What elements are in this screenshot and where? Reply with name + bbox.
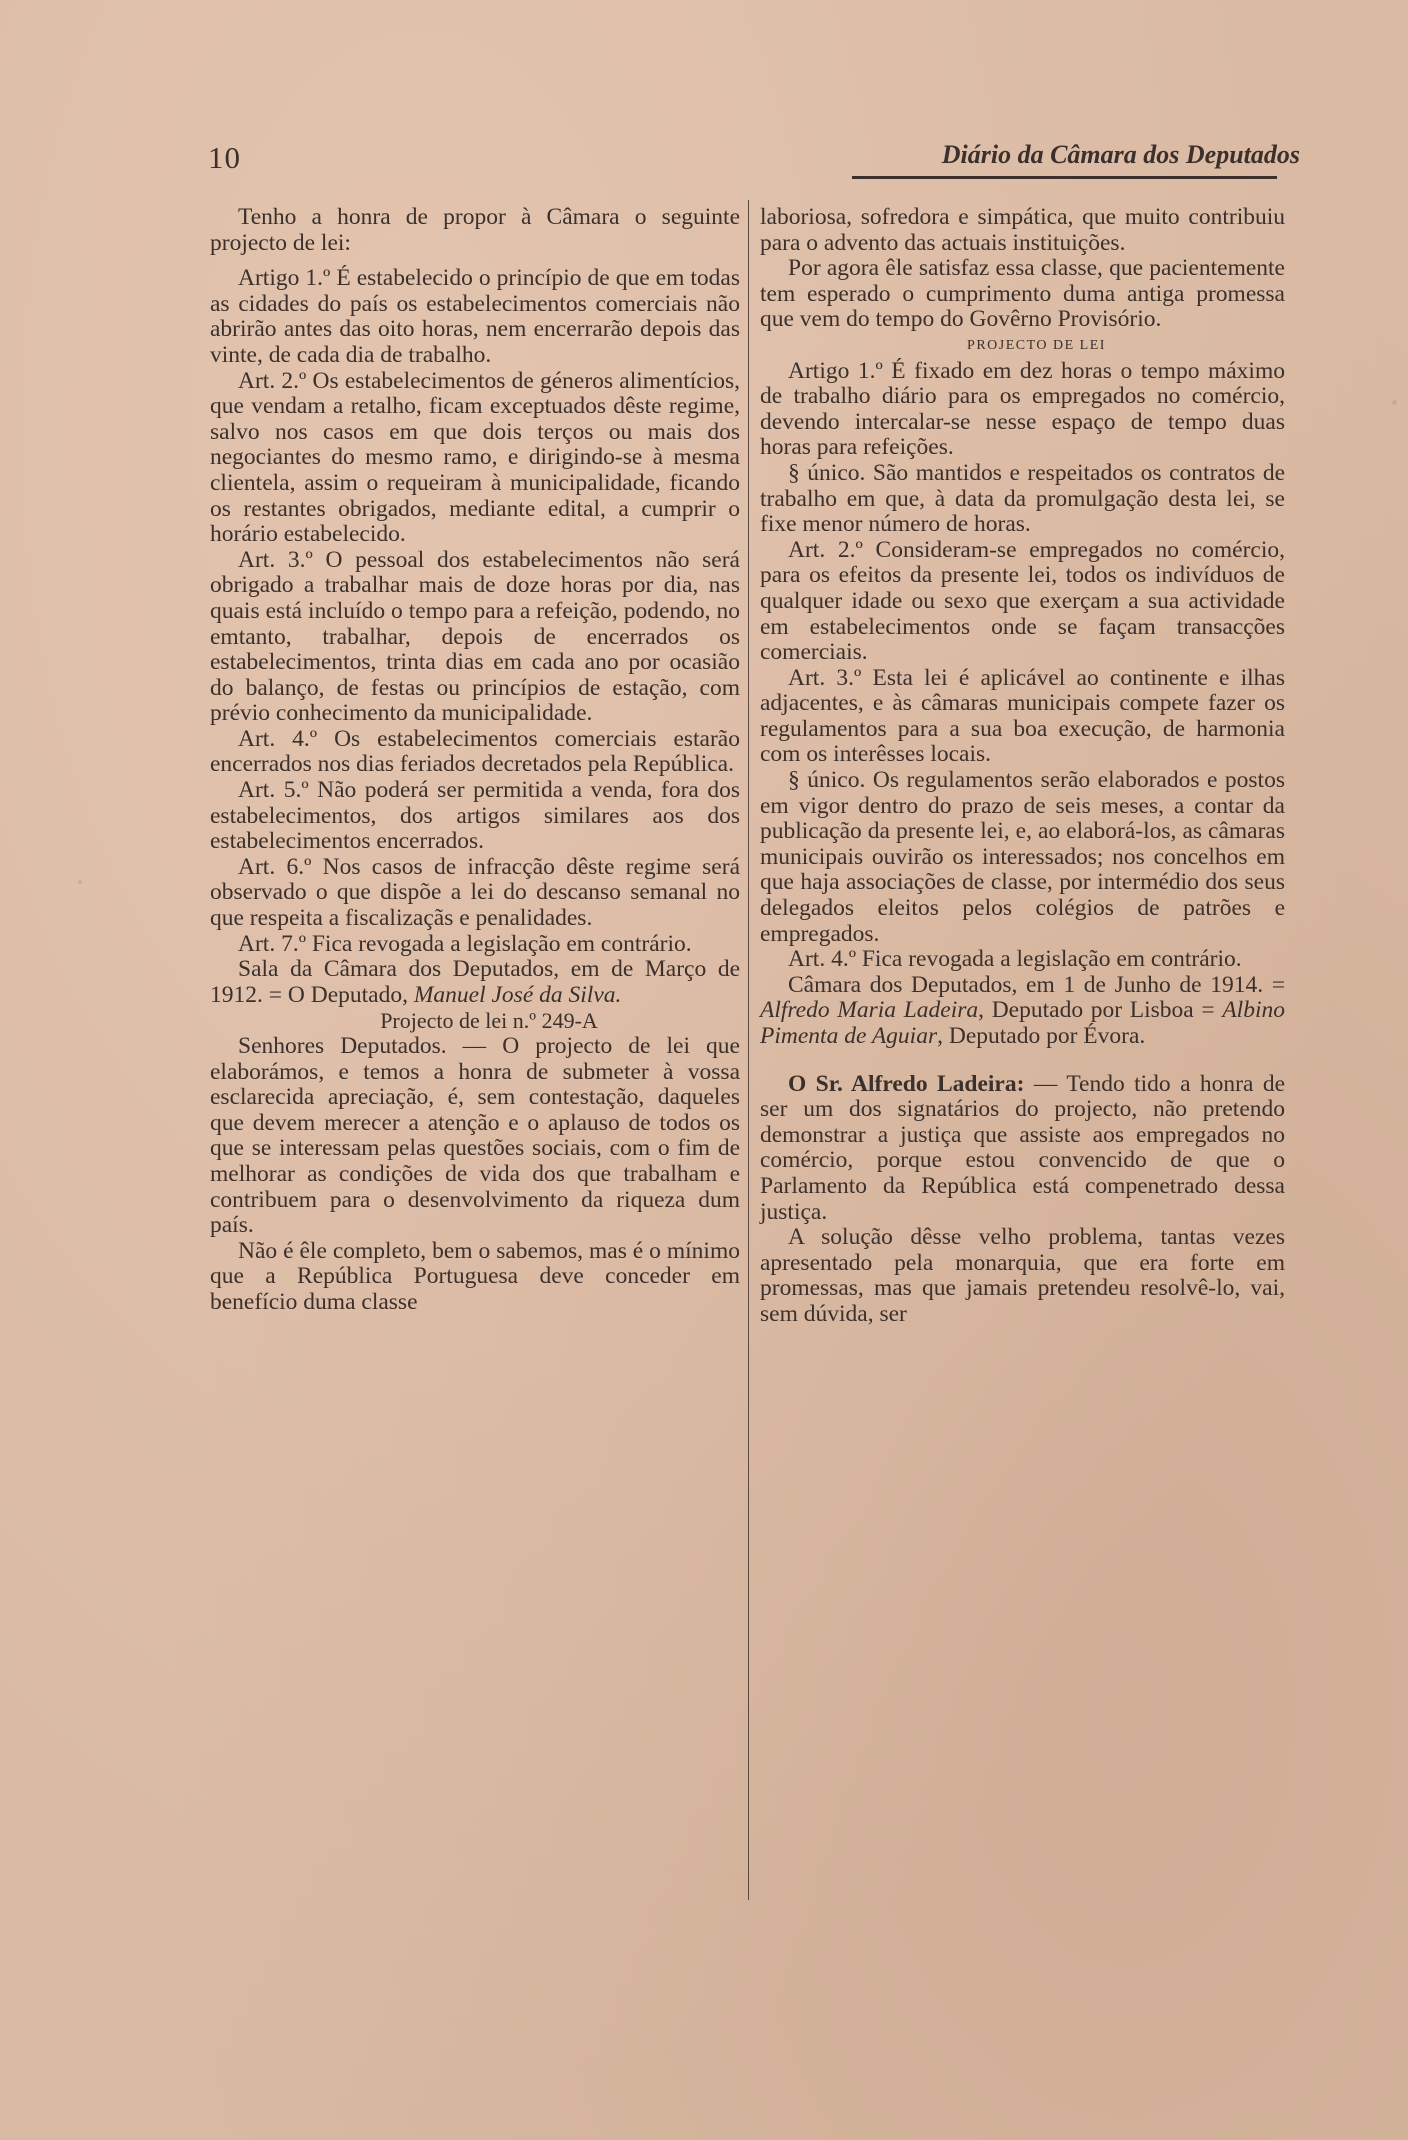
running-head: Diário da Câmara dos Deputados: [941, 140, 1300, 169]
speech-paragraph-2: A solução dêsse velho problema, tantas vezes apresentado pela monarquia, que era forte em promessas, mas que jamais pretendeu resolvê-lo, vai, sem dúvida, ser: [760, 1224, 1285, 1327]
bill-article-3: Art. 3.º Esta lei é aplicável ao continente e ilhas adjacentes, e às câmaras municipais compete fazer os regulamentos para a sua boa execução, de harmonia com os interêsses locais.: [760, 664, 1285, 768]
article-4: Art. 4.º Os estabelecimentos comerciais estarão encerrados nos dias feriados decretados pela República.: [210, 725, 740, 778]
preamble-paragraph-2: Não é êle completo, bem o sabemos, mas é o mínimo que a República Portuguesa deve conceder em benefício duma classe: [210, 1237, 740, 1315]
paper-stain: [1392, 400, 1397, 405]
bill-signature-text-2: , Deputado por Lisboa =: [978, 997, 1223, 1024]
signature-name: Manuel José da Silva.: [413, 981, 622, 1008]
signature-text: Sala da Câmara dos Deputados, em de Março de 1912. = O Deputado,: [210, 956, 740, 1008]
left-column: [210, 205, 740, 1316]
article-1: Artigo 1.º É estabelecido o princípio de que em todas as cidades do país os estabelecimentos comerciais não abrirão antes das oito horas, nem encerrarão depois das vinte, de cada dia de trabalho.: [210, 265, 740, 368]
bill-signature-text-3: , Deputado por Évora.: [937, 1023, 1146, 1049]
bill-article-4: Art. 4.º Fica revogada a legislação em contrário.: [788, 946, 1242, 973]
bill-heading: PROJECTO DE LEI: [967, 337, 1106, 353]
bill-article-1: Artigo 1.º É fixado em dez horas o tempo máximo de trabalho diário para os empregados no comércio, devendo intercalar-se nesse espaço de tempo duas horas para refeições.: [760, 357, 1285, 461]
bill-signature-block: [760, 973, 1285, 1050]
article-7: Art. 7.º Fica revogada a legislação em contrário.: [238, 930, 692, 957]
article-6: Art. 6.º Nos casos de infracção dêste regime será observado o que dispõe a lei do descanso semanal no que respeita a fiscalizaçãs e penalidades.: [210, 853, 740, 932]
section-heading: Projecto de lei n.º 249-A: [380, 1008, 598, 1034]
right-column: [760, 205, 1285, 1328]
bill-signatory-2: Albino Pimenta de Aguiar: [760, 997, 1285, 1049]
paper-stain: [78, 880, 82, 884]
article-3: Art. 3.º O pessoal dos estabelecimentos não será obrigado a trabalhar mais de doze horas por dia, nas quais está incluído o tempo para a refeição, podendo, no emtanto, trabalhar, depois de encerrados os estabelecimentos, trinta dias em cada ano por ocasião do balanço, de festas ou princípios de estação, com prévio conhecimento da municipalidade.: [210, 546, 740, 727]
bill-article-3-paragraph: § único. Os regulamentos serão elaborados e postos em vigor dentro do prazo de seis meses, a contar da publicação da presente lei, e, ao elaborá-los, as câmaras municipais ouvirão os interessados; nos concelhos em que haja associações de classe, por intermédio dos seus delegados eleitos pelos colégios de patrões e empregados.: [760, 767, 1285, 947]
header-rule: [852, 176, 1277, 179]
speech-paragraph: [760, 1072, 1285, 1226]
bill-signatory-1: Alfredo Maria Ladeira: [760, 997, 979, 1024]
speaker-name: O Sr. Alfredo Ladeira:: [788, 1070, 1025, 1097]
preamble-paragraph: Senhores Deputados. — O projecto de lei que elaborámos, e temos a honra de submeter à vossa esclarecida apreciação, é, sem contestação, daqueles que devem merecer a atenção e o aplauso de todos os que se interessam pelas questões sociais, com o fim de melhorar as condições de vida dos que trabalham e contribuem para o desenvolvimento da riqueza dum país.: [210, 1033, 740, 1239]
bill-signature-text: Câmara dos Deputados, em 1 de Junho de 1914. =: [788, 971, 1285, 998]
continued-paragraph: laboriosa, sofredora e simpática, que muito contribuiu para o advento das actuais instituições.: [760, 204, 1285, 256]
article-2: Art. 2.º Os estabelecimentos de géneros alimentícios, que vendam a retalho, ficam exceptuados dêste regime, salvo nos casos em que dois terços ou mais dos negociantes do mesmo ramo, e dirigindo-se à mesma clientela, assim o requeiram à municipalidade, ficando os restantes obrigados, mediante edital, a cumprir o horário estabelecido.: [210, 367, 740, 548]
page-number: 10: [208, 140, 241, 175]
preamble-paragraph-3: Por agora êle satisfaz essa classe, que pacientemente tem esperado o cumprimento duma antiga promessa que vem do tempo do Govêrno Provisório.: [760, 255, 1285, 333]
bill-article-1-paragraph: § único. São mantidos e respeitados os contratos de trabalho em que, à data da promulgação desta lei, se fixe menor número de horas.: [760, 459, 1285, 538]
signature-block: [210, 957, 740, 1008]
intro-paragraph: Tenho a honra de propor à Câmara o seguinte projecto de lei:: [210, 204, 740, 256]
column-divider: [748, 200, 749, 1900]
speech-text: — Tendo tido a honra de ser um dos signatários do projecto, não pretendo demonstrar a justiça que assiste aos empregados no comércio, porque estou convencido de que o Parlamento da República está compenetrado dessa justiça.: [760, 1070, 1285, 1225]
article-5: Art. 5.º Não poderá ser permitida a venda, fora dos estabelecimentos, dos artigos similares aos dos estabelecimentos encerrados.: [210, 777, 740, 855]
bill-article-2: Art. 2.º Consideram-se empregados no comércio, para os efeitos da presente lei, todos os indivíduos de qualquer idade ou sexo que exerçam a sua actividade em estabelecimentos onde se façam transacções comerciais.: [760, 536, 1285, 666]
